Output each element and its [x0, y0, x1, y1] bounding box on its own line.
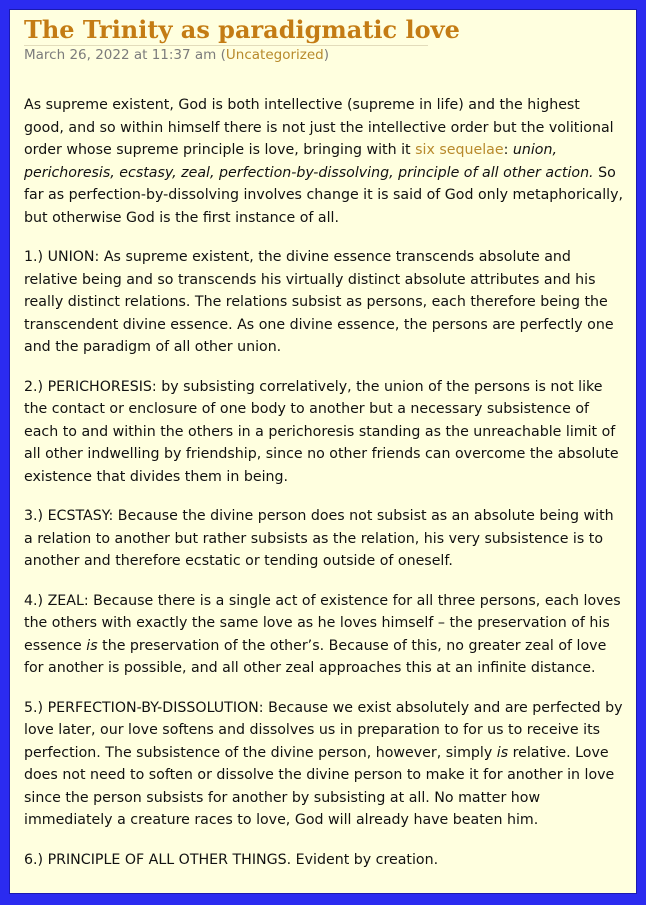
- post-date[interactable]: March 26, 2022 at 11:37 am: [24, 47, 217, 63]
- union-paragraph: 1.) UNION: As supreme existent, the divine essence transcends absolute and relative being and so transcends his virtually distinct absolute attributes and his really distinct relations. The relations subsist as persons, each therefore being the transcendent divine essence. As one divine essence, the persons are perfectly one and the paradigm of all other union.: [24, 249, 614, 355]
- zeal-emphasis: is: [86, 637, 98, 654]
- intro-conclusion: So far as perfection-by-dissolving involves change it is said of God only metaphorically, but otherwise God is the first instance of all.: [24, 164, 624, 226]
- perfection-text: 5.) PERFECTION-BY-DISSOLUTION: Because we exist absolutely and are perfected by love later, our love softens and dissolves us in preparation to for us to receive its perfection. The subsistence of the divine person, however, simply: [24, 699, 623, 761]
- perfection-emphasis: is: [496, 744, 509, 761]
- intro-paragraph: [24, 94, 624, 229]
- zeal-text: 4.) ZEAL: Because there is a single act of existence for all three persons, each loves the others with exactly the same love as he loves himself – the preservation of his essence: [24, 592, 621, 654]
- post-meta: March 26, 2022 at 11:37 am (Uncategorized): [24, 47, 330, 63]
- post-title[interactable]: The Trinity as paradigmatic love: [24, 15, 460, 44]
- ecstasy-paragraph: 3.) ECSTASY: Because the divine person does not subsist as an absolute being with a relation to another but rather subsists as the relation, his very subsistence is to another and therefore ecstatic or tending outside of oneself.: [24, 508, 614, 569]
- intro-colon: :: [503, 142, 513, 158]
- perfection-text-end: relative. Love does not need to soften or dissolve the divine person to make it for another in love since the person subsists for another by subsisting at all. No matter how immediately a creature races to love, God will already have beaten him.: [24, 744, 615, 828]
- zeal-paragraph: [24, 590, 624, 680]
- post-content: [24, 94, 624, 888]
- category-link[interactable]: Uncategorized: [225, 47, 324, 63]
- perfection-paragraph: [24, 697, 624, 832]
- principle-paragraph: 6.) PRINCIPLE OF ALL OTHER THINGS. Evident by creation.: [24, 851, 439, 868]
- sequelae-link[interactable]: six sequelae: [415, 142, 504, 158]
- sequelae-list: union, perichoresis, ecstasy, zeal, perfection-by-dissolving, principle of all other action.: [24, 142, 594, 181]
- intro-text: As supreme existent, God is both intellective (supreme in life) and the highest good, and so within himself there is not just the intellective order but the volitional order whose supreme principle is love, bringing with it: [24, 97, 614, 158]
- zeal-text-end: the preservation of the other’s. Because of this, no greater zeal of love for another is possible, and all other zeal approaches this at an infinite distance.: [24, 637, 607, 676]
- post-frame: [9, 9, 637, 894]
- perichoresis-paragraph: 2.) PERICHORESIS: by subsisting correlatively, the union of the persons is not like the contact or enclosure of one body to another but a necessary subsistence of each to and within the others in a perichoresis standing as the unreachable limit of all other indwelling by friendship, since no other friends can overcome the absolute existence that divides them in being.: [24, 378, 619, 485]
